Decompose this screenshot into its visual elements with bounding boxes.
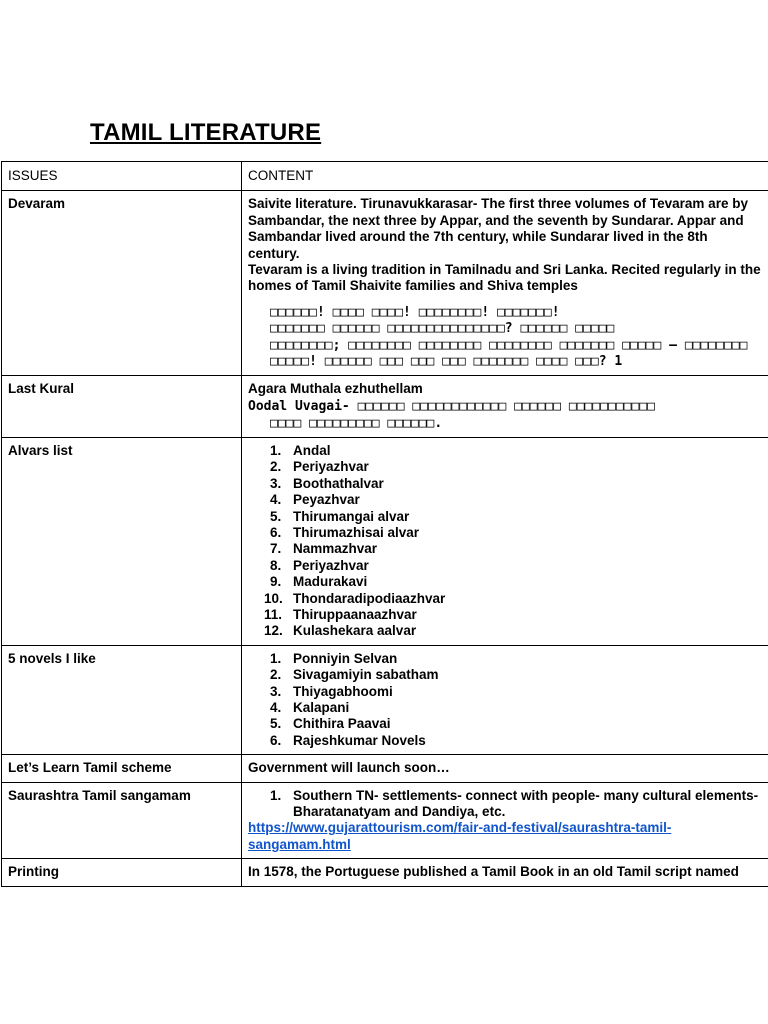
list-number: 6.	[270, 524, 282, 540]
table-row-sangamam	[2, 782, 768, 859]
content-sangamam	[242, 782, 768, 859]
list-number: 9.	[270, 574, 282, 590]
list-item	[248, 623, 762, 639]
list-text: Periyazhvar	[293, 557, 369, 573]
list-text: Kulashekara aalvar	[293, 623, 417, 639]
list-number: 6.	[270, 732, 282, 748]
list-item	[248, 525, 762, 541]
literature-table	[1, 161, 768, 887]
alvars-list	[248, 443, 762, 640]
list-text: Thirumangai alvar	[293, 508, 410, 524]
issue-devaram: Devaram	[2, 191, 242, 376]
list-number: 2.	[270, 667, 282, 683]
header-issues: ISSUES	[2, 162, 242, 191]
list-number: 4.	[270, 699, 282, 715]
list-number: 1.	[270, 787, 282, 803]
list-text: Southern TN- settlements- connect with people- many cultural elements- Bharatanatyam and Dandiya, etc.	[293, 787, 759, 819]
table-row-scheme	[2, 755, 768, 782]
table-row-devaram	[2, 191, 768, 376]
content-novels	[242, 645, 768, 754]
issue-scheme: Let’s Learn Tamil scheme	[2, 755, 242, 782]
list-item	[248, 607, 762, 623]
oodal-line-1	[248, 398, 762, 415]
table-row-printing	[2, 859, 768, 886]
list-item	[248, 574, 762, 590]
list-item	[248, 476, 762, 492]
table-row-last-kural	[2, 376, 768, 437]
table-row-novels	[2, 645, 768, 754]
list-text: Madurakavi	[293, 574, 368, 590]
list-number: 1.	[270, 650, 282, 666]
list-item	[248, 541, 762, 557]
list-text: Peyazhvar	[293, 492, 360, 508]
list-text: Thondaradipodiaazhvar	[293, 590, 446, 606]
verse-line: □□□□□□□□; □□□□□□□□ □□□□□□□□ □□□□□□□□ □□□□□□□ □□□□□ – □□□□□□□□	[270, 337, 748, 353]
list-item	[248, 492, 762, 508]
list-text: Boothathalvar	[293, 475, 384, 491]
list-item	[248, 667, 762, 683]
header-content: CONTENT	[242, 162, 768, 191]
list-number: 12.	[264, 623, 283, 639]
list-item	[248, 733, 762, 749]
novels-list	[248, 651, 762, 749]
list-number: 5.	[270, 508, 282, 524]
list-number: 10.	[264, 590, 283, 606]
page-title: TAMIL LITERATURE	[90, 119, 322, 146]
list-text: Andal	[293, 442, 331, 458]
list-item	[248, 700, 762, 716]
list-text: Thirumazhisai alvar	[293, 524, 420, 540]
list-text: Ponniyin Selvan	[293, 650, 398, 666]
list-text: Nammazhvar	[293, 541, 378, 557]
list-number: 8.	[270, 557, 282, 573]
list-number: 1.	[270, 442, 282, 458]
list-number: 2.	[270, 459, 282, 475]
list-text: Thiyagabhoomi	[293, 683, 393, 699]
list-text: Rajeshkumar Novels	[293, 732, 426, 748]
oodal-line-2: □□□□ □□□□□□□□□ □□□□□□.	[270, 415, 443, 431]
list-item	[248, 558, 762, 574]
issue-alvars: Alvars list	[2, 437, 242, 645]
table-header-row	[2, 162, 768, 191]
list-item	[248, 443, 762, 459]
content-scheme: Government will launch soon…	[242, 755, 768, 782]
list-number: 11.	[264, 606, 283, 622]
sangamam-link[interactable]: https://www.gujarattourism.com/fair-and-festival/saurashtra-tamil-sangamam.html	[248, 820, 672, 852]
list-text: Sivagamiyin sabatham	[293, 667, 439, 683]
issue-novels: 5 novels I like	[2, 645, 242, 754]
devaram-para-1: Saivite literature. Tirunavukkarasar- The first three volumes of Tevaram are by Sambandar, the next three by Appar, and the seventh by Sundarar. Appar and Sambandar lived around the 7th century, while Sundarar lived in the 8th century.	[248, 196, 748, 261]
list-number: 5.	[270, 716, 282, 732]
list-number: 4.	[270, 492, 282, 508]
verse-line: □□□□□□! □□□□ □□□□! □□□□□□□□! □□□□□□□!	[270, 304, 560, 320]
content-printing: In 1578, the Portuguese published a Tamil Book in an old Tamil script named	[242, 859, 768, 886]
content-alvars	[242, 437, 768, 645]
list-item	[248, 716, 762, 732]
table-row-alvars	[2, 437, 768, 645]
content-devaram	[242, 191, 768, 376]
kural-line-1: Agara Muthala ezhuthellam	[248, 381, 423, 397]
list-number: 3.	[270, 683, 282, 699]
verse-line: □□□□□! □□□□□□ □□□ □□□ □□□ □□□□□□□ □□□□ □□□? 1	[270, 354, 623, 370]
issue-sangamam: Saurashtra Tamil sangamam	[2, 782, 242, 859]
issue-last-kural: Last Kural	[2, 376, 242, 437]
issue-printing: Printing	[2, 859, 242, 886]
sangamam-list	[248, 788, 762, 821]
list-number: 3.	[270, 475, 282, 491]
verse-line: □□□□□□□ □□□□□□ □□□□□□□□□□□□□□□? □□□□□□ □□□□□	[270, 321, 615, 337]
list-item	[248, 684, 762, 700]
devaram-para-2: Tevaram is a living tradition in Tamilnadu and Sri Lanka. Recited regularly in the homes of Tamil Shaivite families and Shiva temples	[248, 262, 761, 294]
list-item	[248, 459, 762, 475]
list-item	[248, 509, 762, 525]
list-text: Thiruppaanaazhvar	[293, 606, 417, 622]
list-text: Kalapani	[293, 699, 350, 715]
list-text: Chithira Paavai	[293, 716, 391, 732]
list-text: Periyazhvar	[293, 459, 369, 475]
list-item	[248, 788, 762, 821]
list-item	[248, 591, 762, 607]
oodal-label: Oodal Uvagai-	[248, 398, 350, 414]
content-last-kural	[242, 376, 768, 437]
devaram-verse	[248, 305, 762, 371]
list-number: 7.	[270, 541, 282, 557]
oodal-text: □□□□□□ □□□□□□□□□□□□ □□□□□□ □□□□□□□□□□□	[349, 398, 655, 414]
list-item	[248, 651, 762, 667]
